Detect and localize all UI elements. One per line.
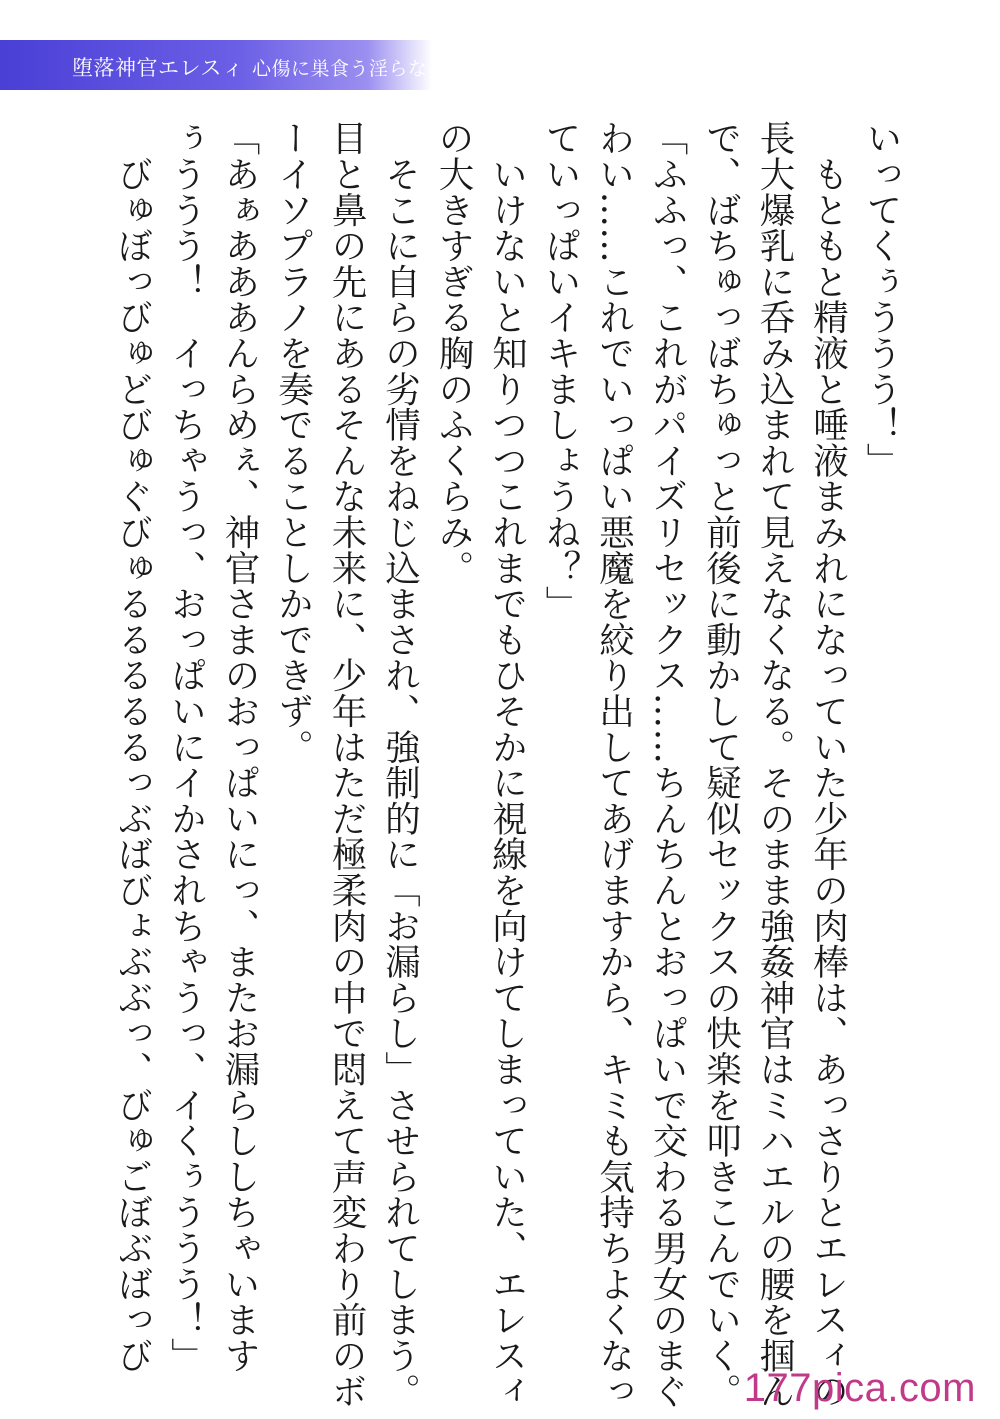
site-watermark: 177pica.com <box>743 1366 976 1410</box>
running-header <box>72 52 466 82</box>
text-line: わい……これでいっぱい悪魔を絞り出してあげますから、キミも気持ちよくなっ <box>593 120 635 1409</box>
text-line: 長大爆乳に呑み込まれて見えなくなる。そのまま強姦神官はミハエルの腰を掴ん <box>754 120 795 1409</box>
text-line: の大きすぎる胸のふくらみ。 <box>433 120 474 586</box>
text-line: ぅううう！ イっちゃうっ、おっぱいにイかされちゃうっ、イくぅううう！」 <box>165 120 207 1373</box>
text-line: そこに自らの劣情をねじ込まされ、強制的に「お漏らし」させられてしまう。 <box>379 120 421 1409</box>
text-line: いってくぅううう！」 <box>861 120 902 478</box>
book-title: 堕落神官エレスィ <box>72 56 244 80</box>
text-line: で、ばちゅっばちゅっと前後に動かして疑似セックスの快楽を叩きこんでいく。 <box>700 120 742 1409</box>
text-line: びゅぼっびゅどびゅぐびゅるるるるるっぶばびょぶぶっ、びゅごぼぶばっび <box>112 120 153 1373</box>
text-line: ーイソプラノを奏でることしかできず。 <box>272 120 314 765</box>
text-line: 目と鼻の先にあるそんな未来に、少年はただ極柔肉の中で悶えて声変わり前のボ <box>326 120 367 1409</box>
text-line: 「ふふっ、これがパイズリセックス……ちんちんとおっぱいで交わる男女のまぐ <box>647 120 688 1409</box>
chapter-subtitle: 心傷に巣食う淫らなモノ <box>252 58 467 80</box>
text-line: ていっぱいイキましょうね？」 <box>540 120 581 622</box>
text-line: 「あぁあああんらめぇ、神官さまのおっぱいにっ、またお漏らししちゃいます <box>219 120 260 1373</box>
text-line: もともと精液と唾液まみれになっていた少年の肉棒は、あっさりとエレスィの <box>807 120 849 1409</box>
text-line: いけないと知りつつこれまでもひそかに視線を向けてしまっていた、エレスィ <box>486 120 528 1409</box>
